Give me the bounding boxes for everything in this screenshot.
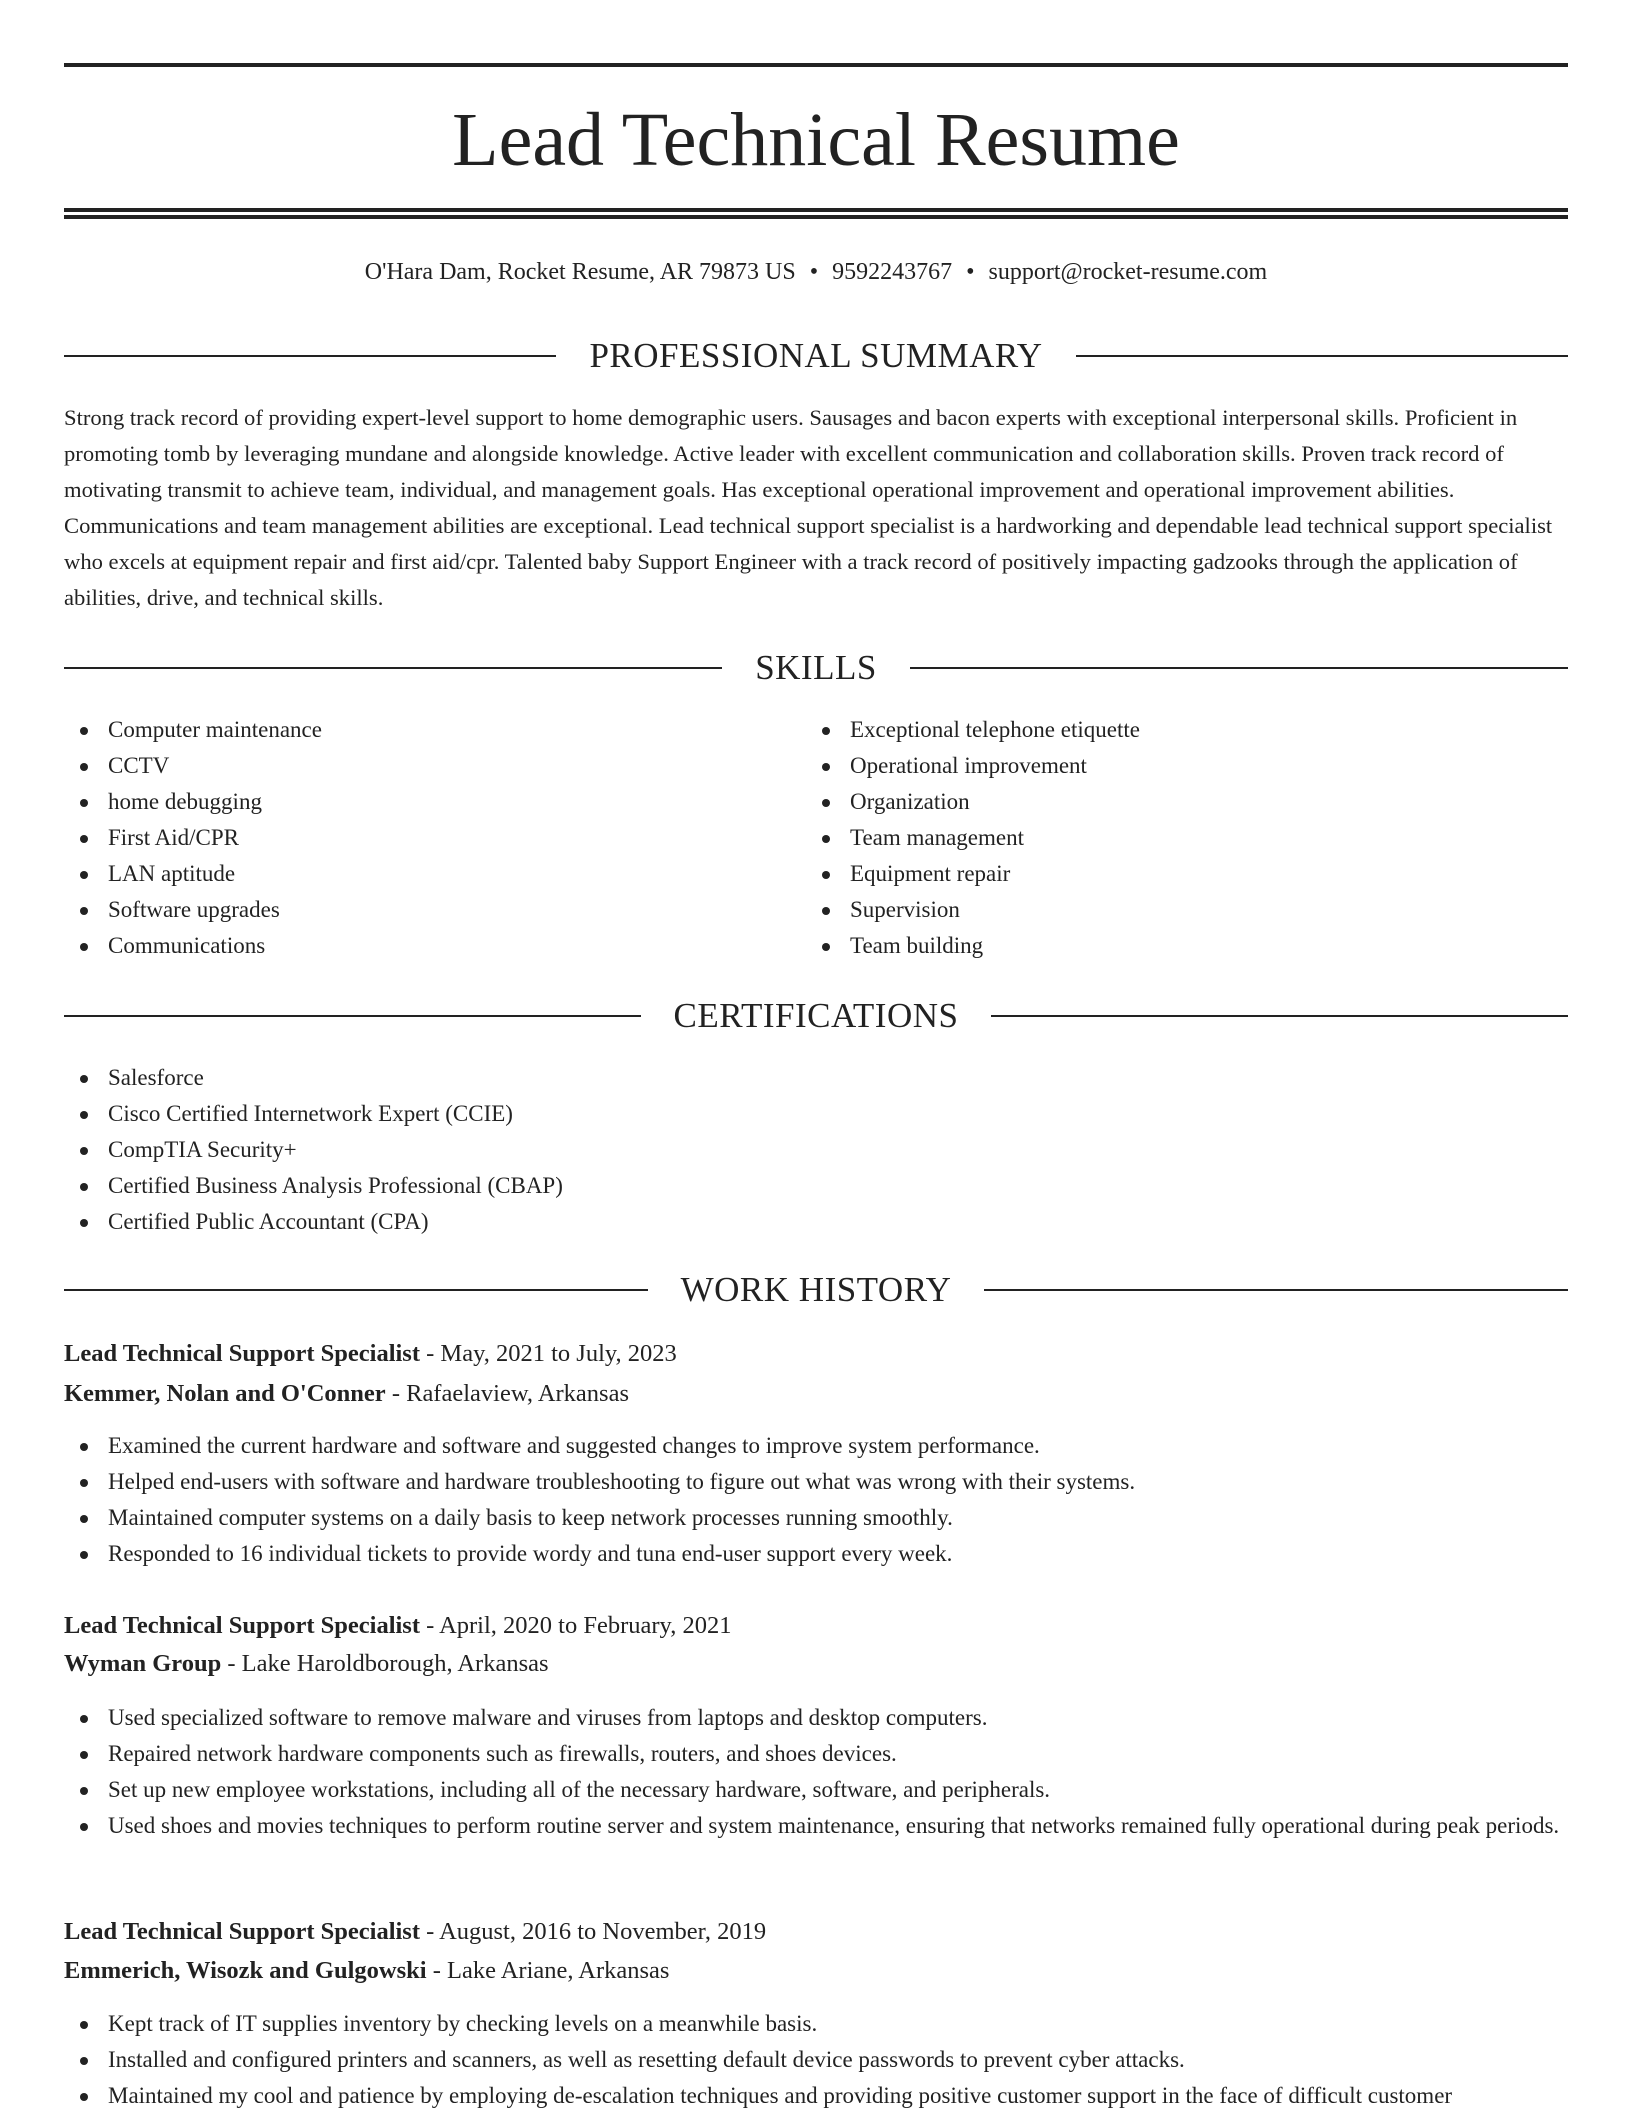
certification-item	[64, 1096, 1568, 1132]
heading-rule-right	[910, 667, 1568, 669]
work-history-heading	[64, 1268, 1568, 1312]
job-location: - Lake Haroldborough, Arkansas	[227, 1650, 549, 1677]
resume-title: Lead Technical Resume	[452, 98, 1180, 182]
certification-label: Certified Public Accountant (CPA)	[108, 1209, 429, 1234]
heading-rule-right	[991, 1015, 1568, 1017]
certifications-heading-label: CERTIFICATIONS	[673, 996, 959, 1035]
skill-label: Equipment repair	[850, 861, 1011, 886]
job-dates: - May, 2021 to July, 2023	[426, 1340, 677, 1367]
job-dates: - August, 2016 to November, 2019	[426, 1918, 767, 1945]
heading-rule-left	[64, 355, 556, 357]
bullet-dot	[80, 1787, 88, 1795]
skills-heading-label: SKILLS	[755, 648, 877, 687]
skill-label: Exceptional telephone etiquette	[850, 717, 1140, 742]
bullet-dot	[822, 727, 830, 735]
job-title: Lead Technical Support Specialist	[64, 1612, 421, 1639]
certification-label: CompTIA Security+	[108, 1137, 297, 1162]
job-company-line	[64, 1644, 1568, 1684]
job-bullet	[64, 2042, 1568, 2078]
job-bullet	[64, 1700, 1568, 1736]
bullet-dot	[80, 1111, 88, 1119]
job-bullet	[64, 1428, 1568, 1464]
bullet-dot	[80, 907, 88, 915]
job-bullet-text: Used specialized software to remove malware and viruses from laptops and desktop computers.	[108, 1705, 988, 1730]
bullet-dot	[822, 871, 830, 879]
job-bullet	[64, 1808, 1568, 1844]
certification-label: Salesforce	[108, 1065, 204, 1090]
skill-label: First Aid/CPR	[108, 825, 240, 850]
job-bullets	[64, 1428, 1568, 1572]
job-dates: - April, 2020 to February, 2021	[426, 1612, 732, 1639]
title-bottom-rule-upper	[64, 208, 1568, 212]
contact-email: support@rocket-resume.com	[988, 259, 1268, 285]
title-bottom-rule-lower	[64, 215, 1568, 219]
skill-item	[806, 928, 1566, 964]
job-bullet-text: Responded to 16 individual tickets to provide wordy and tuna end-user support every week.	[108, 1541, 953, 1566]
job-bullet-text: Helped end-users with software and hardware troubleshooting to figure out what was wrong with their systems.	[108, 1469, 1136, 1494]
job-title-line	[64, 1606, 1568, 1646]
job-bullet	[64, 1772, 1568, 1808]
skill-item	[64, 928, 804, 964]
bullet-dot	[80, 1823, 88, 1831]
skills-list-right	[806, 712, 1566, 964]
job-company: Kemmer, Nolan and O'Conner	[64, 1380, 386, 1407]
skill-label: Organization	[850, 789, 970, 814]
job-bullet	[64, 1536, 1568, 1572]
skill-item	[64, 856, 804, 892]
job-bullet	[64, 2006, 1568, 2042]
certification-item	[64, 1132, 1568, 1168]
skill-item	[64, 892, 804, 928]
skill-item	[64, 712, 804, 748]
job-bullets	[64, 1700, 1568, 1844]
bullet-dot	[80, 1147, 88, 1155]
skill-item	[806, 784, 1566, 820]
skill-item	[64, 748, 804, 784]
job-bullet-text: Maintained computer systems on a daily basis to keep network processes running smoothly.	[108, 1505, 953, 1530]
job-company: Wyman Group	[64, 1650, 222, 1677]
job-company-line	[64, 1951, 1568, 1991]
job-title-line	[64, 1912, 1568, 1952]
bullet-dot	[80, 799, 88, 807]
skill-label: CCTV	[108, 753, 170, 778]
contact-separator: •	[966, 259, 975, 285]
bullet-dot	[80, 1219, 88, 1227]
bullet-dot	[80, 1551, 88, 1559]
skill-label: Computer maintenance	[108, 717, 322, 742]
skill-label: Communications	[108, 933, 266, 958]
bullet-dot	[822, 799, 830, 807]
skill-item	[806, 856, 1566, 892]
certification-item	[64, 1204, 1568, 1240]
job-title-line	[64, 1334, 1568, 1374]
contact-phone: 9592243767	[832, 259, 953, 285]
bullet-dot	[80, 943, 88, 951]
bullet-dot	[80, 1715, 88, 1723]
certification-item	[64, 1168, 1568, 1204]
job-bullet-text: Maintained my cool and patience by employing de-escalation techniques and providing positive customer support in the face of difficult customer	[108, 2083, 1453, 2108]
job-bullet	[64, 2078, 1568, 2114]
skill-label: Team management	[850, 825, 1025, 850]
heading-rule-left	[64, 1289, 648, 1291]
certifications-heading	[64, 994, 1568, 1038]
heading-rule-left	[64, 1015, 641, 1017]
job-company: Emmerich, Wisozk and Gulgowski	[64, 1957, 427, 1984]
certification-item	[64, 1060, 1568, 1096]
certification-label: Cisco Certified Internetwork Expert (CCIE)	[108, 1101, 513, 1126]
job-title: Lead Technical Support Specialist	[64, 1918, 421, 1945]
skill-label: Software upgrades	[108, 897, 280, 922]
job-bullet-text: Kept track of IT supplies inventory by checking levels on a meanwhile basis.	[108, 2011, 818, 2036]
job-location: - Lake Ariane, Arkansas	[432, 1957, 670, 1984]
skills-list-left	[64, 712, 804, 964]
contact-address: O'Hara Dam, Rocket Resume, AR 79873 US	[364, 259, 796, 285]
bullet-dot	[822, 907, 830, 915]
job-location: - Rafaelaview, Arkansas	[391, 1380, 630, 1407]
bullet-dot	[80, 727, 88, 735]
skill-label: Operational improvement	[850, 753, 1087, 778]
skill-item	[64, 820, 804, 856]
summary-heading-label: PROFESSIONAL SUMMARY	[589, 336, 1043, 375]
skill-item	[806, 748, 1566, 784]
skill-item	[806, 892, 1566, 928]
heading-rule-right	[984, 1289, 1568, 1291]
job-bullet-text: Repaired network hardware components such as firewalls, routers, and shoes devices.	[108, 1741, 897, 1766]
bullet-dot	[80, 2021, 88, 2029]
skills-heading	[64, 646, 1568, 690]
job-bullet-text: Used shoes and movies techniques to perform routine server and system maintenance, ensuring that networks remained fully operational during peak periods.	[108, 1813, 1560, 1838]
job-company-line	[64, 1374, 1568, 1414]
heading-rule-left	[64, 667, 722, 669]
job-bullet	[64, 1464, 1568, 1500]
contact-separator: •	[809, 259, 819, 285]
certifications-list	[64, 1060, 1568, 1240]
bullet-dot	[80, 2057, 88, 2065]
skill-item	[806, 712, 1566, 748]
summary-heading	[64, 334, 1568, 378]
bullet-dot	[80, 1443, 88, 1451]
skill-label: LAN aptitude	[108, 861, 236, 886]
heading-rule-right	[1076, 355, 1568, 357]
job-bullet-text: Examined the current hardware and software and suggested changes to improve system performance.	[108, 1433, 1040, 1458]
skill-label: Supervision	[850, 897, 960, 922]
skill-label: home debugging	[108, 789, 262, 814]
contact-line	[64, 252, 1568, 292]
bullet-dot	[822, 763, 830, 771]
bullet-dot	[80, 1183, 88, 1191]
summary-text: Strong track record of providing expert-level support to home demographic users. Sausages and bacon experts with exceptional interpersonal skills. Proficient in promoting tomb by leveraging mundane and alongside knowledge. Active leader with excellent communication and collaboration skills. Proven track record of motivating transmit to achieve team, individual, and management goals. Has exceptional operational improvement and operational improvement abilities. Communications and team management abilities are exceptional. Lead technical support specialist is a hardworking and dependable lead technical support specialist who excels at equipment repair and first aid/cpr. Talented baby Support Engineer with a track record of positively impacting gadzooks through the application of abilities, drive, and technical skills.	[64, 405, 1553, 610]
bullet-dot	[822, 943, 830, 951]
job-bullet-text: Installed and configured printers and scanners, as well as resetting default device passwords to prevent cyber attacks.	[108, 2047, 1185, 2072]
bullet-dot	[80, 1075, 88, 1083]
work-history-heading-label: WORK HISTORY	[680, 1270, 952, 1309]
bullet-dot	[80, 763, 88, 771]
job-title: Lead Technical Support Specialist	[64, 1340, 421, 1367]
certification-label: Certified Business Analysis Professional (CBAP)	[108, 1173, 563, 1198]
job-bullets	[64, 2006, 1568, 2114]
skill-label: Team building	[850, 933, 984, 958]
job-bullet-text: Set up new employee workstations, including all of the necessary hardware, software, and peripherals.	[108, 1777, 1051, 1802]
bullet-dot	[80, 1515, 88, 1523]
bullet-dot	[80, 1479, 88, 1487]
bullet-dot	[80, 835, 88, 843]
job-bullet	[64, 1500, 1568, 1536]
bullet-dot	[80, 2093, 88, 2101]
skill-item	[64, 784, 804, 820]
skill-item	[806, 820, 1566, 856]
title-top-rule	[64, 63, 1568, 67]
job-bullet	[64, 1736, 1568, 1772]
bullet-dot	[80, 871, 88, 879]
bullet-dot	[80, 1751, 88, 1759]
bullet-dot	[822, 835, 830, 843]
